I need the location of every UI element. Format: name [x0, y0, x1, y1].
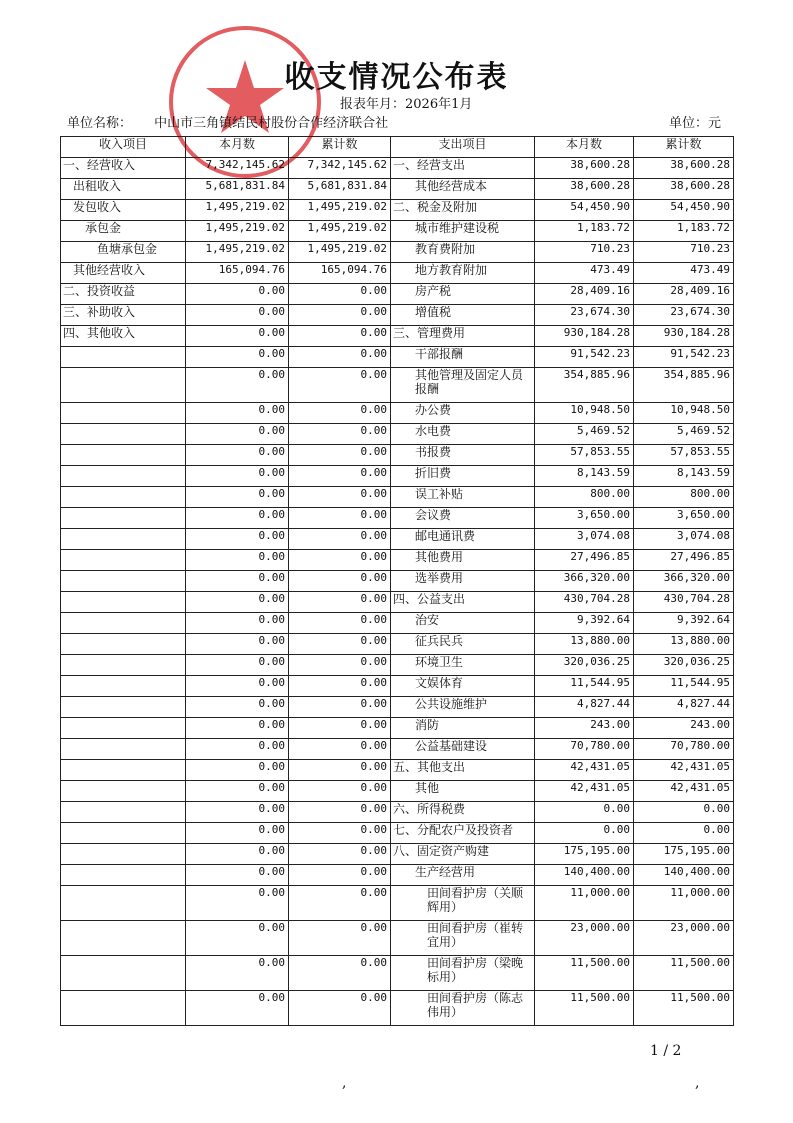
unit-name-label: 单位名称：	[67, 116, 133, 131]
expense-item-cell: 公益基础建设	[391, 739, 535, 760]
income-cum-cell: 0.00	[289, 697, 391, 718]
income-month-cell: 0.00	[186, 571, 289, 592]
income-item-cell	[61, 956, 186, 991]
income-item-cell	[61, 508, 186, 529]
expense-month-cell: 91,542.23	[535, 347, 634, 368]
income-cum-cell: 0.00	[289, 305, 391, 326]
income-cum-cell: 0.00	[289, 634, 391, 655]
expense-month-cell: 320,036.25	[535, 655, 634, 676]
table-row	[61, 676, 734, 697]
expense-cum-cell: 366,320.00	[634, 571, 734, 592]
income-item-cell: 鱼塘承包金	[61, 242, 186, 263]
table-row	[61, 760, 734, 781]
expense-month-cell: 38,600.28	[535, 158, 634, 179]
income-month-cell: 0.00	[186, 326, 289, 347]
expense-item-cell: 其他费用	[391, 550, 535, 571]
table-row	[61, 263, 734, 284]
expense-item-cell: 三、管理费用	[391, 326, 535, 347]
income-cum-cell: 0.00	[289, 424, 391, 445]
table-row	[61, 718, 734, 739]
income-cum-cell: 0.00	[289, 676, 391, 697]
income-cum-cell: 0.00	[289, 739, 391, 760]
income-month-cell: 0.00	[186, 781, 289, 802]
expense-cum-cell: 57,853.55	[634, 445, 734, 466]
income-month-cell: 0.00	[186, 529, 289, 550]
header-income-cum: 累计数	[289, 137, 391, 158]
income-cum-cell: 7,342,145.62	[289, 158, 391, 179]
income-item-cell	[61, 844, 186, 865]
table-body	[61, 158, 734, 1026]
table-row	[61, 326, 734, 347]
currency-label: 单位：元	[668, 116, 721, 131]
income-item-cell	[61, 676, 186, 697]
expense-cum-cell: 38,600.28	[634, 158, 734, 179]
income-item-cell	[61, 886, 186, 921]
income-item-cell: 四、其他收入	[61, 326, 186, 347]
expense-cum-cell: 473.49	[634, 263, 734, 284]
income-cum-cell: 1,495,219.02	[289, 242, 391, 263]
table-row	[61, 445, 734, 466]
expense-cum-cell: 320,036.25	[634, 655, 734, 676]
expense-month-cell: 5,469.52	[535, 424, 634, 445]
income-item-cell	[61, 571, 186, 592]
expense-month-cell: 57,853.55	[535, 445, 634, 466]
income-cum-cell: 0.00	[289, 718, 391, 739]
income-month-cell: 0.00	[186, 739, 289, 760]
expense-month-cell: 42,431.05	[535, 760, 634, 781]
income-item-cell	[61, 781, 186, 802]
table-row	[61, 739, 734, 760]
expense-cum-cell: 1,183.72	[634, 221, 734, 242]
expense-cum-cell: 70,780.00	[634, 739, 734, 760]
income-item-cell	[61, 368, 186, 403]
income-item-cell: 发包收入	[61, 200, 186, 221]
expense-cum-cell: 354,885.96	[634, 368, 734, 403]
expense-item-cell: 二、税金及附加	[391, 200, 535, 221]
scan-mark: ,	[342, 1075, 347, 1091]
expense-item-cell: 其他经营成本	[391, 179, 535, 200]
income-cum-cell: 0.00	[289, 886, 391, 921]
income-cum-cell: 0.00	[289, 844, 391, 865]
expense-item-cell: 其他	[391, 781, 535, 802]
income-month-cell: 0.00	[186, 921, 289, 956]
expense-item-cell: 生产经营用	[391, 865, 535, 886]
expense-month-cell: 175,195.00	[535, 844, 634, 865]
table-header-row	[61, 137, 734, 158]
expense-cum-cell: 11,000.00	[634, 886, 734, 921]
expense-item-cell: 八、固定资产购建	[391, 844, 535, 865]
expense-month-cell: 3,074.08	[535, 529, 634, 550]
income-month-cell: 0.00	[186, 802, 289, 823]
income-expense-table	[60, 136, 734, 1026]
expense-item-cell: 房产税	[391, 284, 535, 305]
income-item-cell	[61, 634, 186, 655]
table-row	[61, 347, 734, 368]
expense-item-cell: 教育费附加	[391, 242, 535, 263]
expense-cum-cell: 11,500.00	[634, 991, 734, 1026]
expense-month-cell: 11,544.95	[535, 676, 634, 697]
expense-cum-cell: 0.00	[634, 823, 734, 844]
income-cum-cell: 0.00	[289, 529, 391, 550]
income-item-cell	[61, 921, 186, 956]
expense-cum-cell: 23,674.30	[634, 305, 734, 326]
income-month-cell: 0.00	[186, 347, 289, 368]
expense-item-cell: 误工补贴	[391, 487, 535, 508]
expense-month-cell: 54,450.90	[535, 200, 634, 221]
expense-month-cell: 11,000.00	[535, 886, 634, 921]
expense-cum-cell: 4,827.44	[634, 697, 734, 718]
expense-month-cell: 11,500.00	[535, 956, 634, 991]
table-row	[61, 466, 734, 487]
income-item-cell	[61, 466, 186, 487]
unit-line	[67, 112, 721, 131]
report-title: 收支情况公布表	[284, 60, 509, 95]
expense-item-cell: 城市维护建设税	[391, 221, 535, 242]
expense-month-cell: 27,496.85	[535, 550, 634, 571]
unit-name-block	[67, 112, 388, 131]
expense-item-cell: 环境卫生	[391, 655, 535, 676]
expense-item-cell: 治安	[391, 613, 535, 634]
expense-cum-cell: 11,500.00	[634, 956, 734, 991]
expense-item-cell: 选举费用	[391, 571, 535, 592]
income-month-cell: 0.00	[186, 613, 289, 634]
expense-cum-cell: 243.00	[634, 718, 734, 739]
income-month-cell: 0.00	[186, 592, 289, 613]
scan-mark: ,	[695, 1075, 700, 1091]
income-month-cell: 0.00	[186, 991, 289, 1026]
income-item-cell	[61, 550, 186, 571]
expense-cum-cell: 23,000.00	[634, 921, 734, 956]
expense-item-cell: 增值税	[391, 305, 535, 326]
table-row	[61, 634, 734, 655]
expense-month-cell: 38,600.28	[535, 179, 634, 200]
income-item-cell	[61, 445, 186, 466]
expense-cum-cell: 27,496.85	[634, 550, 734, 571]
header-expense-cum: 累计数	[634, 137, 734, 158]
table-row	[61, 991, 734, 1026]
income-month-cell: 0.00	[186, 718, 289, 739]
expense-item-cell: 田间看护房（梁晚标用）	[391, 956, 535, 991]
income-cum-cell: 0.00	[289, 284, 391, 305]
income-month-cell: 0.00	[186, 634, 289, 655]
table-row	[61, 529, 734, 550]
expense-cum-cell: 42,431.05	[634, 781, 734, 802]
income-month-cell: 0.00	[186, 368, 289, 403]
expense-month-cell: 0.00	[535, 802, 634, 823]
expense-month-cell: 9,392.64	[535, 613, 634, 634]
page-number: 1 / 2	[650, 1043, 682, 1059]
income-item-cell	[61, 823, 186, 844]
table-row	[61, 487, 734, 508]
income-cum-cell: 0.00	[289, 571, 391, 592]
table-row	[61, 305, 734, 326]
expense-cum-cell: 3,074.08	[634, 529, 734, 550]
income-cum-cell: 0.00	[289, 508, 391, 529]
expense-item-cell: 消防	[391, 718, 535, 739]
income-cum-cell: 0.00	[289, 550, 391, 571]
expense-item-cell: 水电费	[391, 424, 535, 445]
expense-cum-cell: 0.00	[634, 802, 734, 823]
expense-item-cell: 一、经营支出	[391, 158, 535, 179]
expense-month-cell: 70,780.00	[535, 739, 634, 760]
table-row	[61, 571, 734, 592]
income-item-cell	[61, 802, 186, 823]
expense-cum-cell: 38,600.28	[634, 179, 734, 200]
income-month-cell: 0.00	[186, 487, 289, 508]
income-cum-cell: 0.00	[289, 613, 391, 634]
expense-cum-cell: 13,880.00	[634, 634, 734, 655]
income-item-cell	[61, 529, 186, 550]
income-cum-cell: 0.00	[289, 655, 391, 676]
expense-item-cell: 征兵民兵	[391, 634, 535, 655]
income-cum-cell: 0.00	[289, 760, 391, 781]
income-cum-cell: 0.00	[289, 403, 391, 424]
income-month-cell: 0.00	[186, 466, 289, 487]
expense-month-cell: 0.00	[535, 823, 634, 844]
expense-month-cell: 366,320.00	[535, 571, 634, 592]
expense-month-cell: 430,704.28	[535, 592, 634, 613]
expense-item-cell: 文娱体育	[391, 676, 535, 697]
expense-cum-cell: 430,704.28	[634, 592, 734, 613]
expense-month-cell: 1,183.72	[535, 221, 634, 242]
expense-item-cell: 五、其他支出	[391, 760, 535, 781]
expense-month-cell: 930,184.28	[535, 326, 634, 347]
expense-item-cell: 邮电通讯费	[391, 529, 535, 550]
expense-month-cell: 4,827.44	[535, 697, 634, 718]
income-month-cell: 1,495,219.02	[186, 221, 289, 242]
expense-cum-cell: 91,542.23	[634, 347, 734, 368]
income-month-cell: 7,342,145.62	[186, 158, 289, 179]
income-month-cell: 0.00	[186, 844, 289, 865]
expense-item-cell: 地方教育附加	[391, 263, 535, 284]
expense-month-cell: 23,000.00	[535, 921, 634, 956]
expense-month-cell: 3,650.00	[535, 508, 634, 529]
report-period: 报表年月：2026年1月	[340, 97, 473, 112]
table-row	[61, 921, 734, 956]
income-cum-cell: 0.00	[289, 991, 391, 1026]
expense-cum-cell: 5,469.52	[634, 424, 734, 445]
expense-cum-cell: 930,184.28	[634, 326, 734, 347]
expense-month-cell: 11,500.00	[535, 991, 634, 1026]
income-month-cell: 5,681,831.84	[186, 179, 289, 200]
income-cum-cell: 0.00	[289, 592, 391, 613]
table-row	[61, 200, 734, 221]
income-item-cell	[61, 697, 186, 718]
income-month-cell: 0.00	[186, 305, 289, 326]
expense-month-cell: 140,400.00	[535, 865, 634, 886]
expense-item-cell: 折旧费	[391, 466, 535, 487]
expense-month-cell: 13,880.00	[535, 634, 634, 655]
expense-month-cell: 710.23	[535, 242, 634, 263]
income-month-cell: 1,495,219.02	[186, 200, 289, 221]
expense-cum-cell: 42,431.05	[634, 760, 734, 781]
expense-item-cell: 干部报酬	[391, 347, 535, 368]
income-month-cell: 0.00	[186, 655, 289, 676]
income-item-cell	[61, 592, 186, 613]
income-item-cell	[61, 487, 186, 508]
income-cum-cell: 0.00	[289, 466, 391, 487]
table-row	[61, 592, 734, 613]
table-row	[61, 179, 734, 200]
income-month-cell: 165,094.76	[186, 263, 289, 284]
expense-month-cell: 473.49	[535, 263, 634, 284]
income-month-cell: 0.00	[186, 823, 289, 844]
income-cum-cell: 0.00	[289, 921, 391, 956]
income-month-cell: 0.00	[186, 956, 289, 991]
income-item-cell	[61, 718, 186, 739]
table-row	[61, 550, 734, 571]
table-row	[61, 844, 734, 865]
header-expense-item: 支出项目	[391, 137, 535, 158]
expense-month-cell: 10,948.50	[535, 403, 634, 424]
header-income-month: 本月数	[186, 137, 289, 158]
income-month-cell: 0.00	[186, 760, 289, 781]
income-item-cell: 一、经营收入	[61, 158, 186, 179]
income-month-cell: 0.00	[186, 550, 289, 571]
expense-item-cell: 办公费	[391, 403, 535, 424]
income-month-cell: 0.00	[186, 403, 289, 424]
income-month-cell: 0.00	[186, 445, 289, 466]
income-cum-cell: 0.00	[289, 368, 391, 403]
income-cum-cell: 0.00	[289, 802, 391, 823]
expense-item-cell: 七、分配农户及投资者	[391, 823, 535, 844]
income-item-cell	[61, 655, 186, 676]
table-row	[61, 242, 734, 263]
income-cum-cell: 165,094.76	[289, 263, 391, 284]
expense-item-cell: 四、公益支出	[391, 592, 535, 613]
expense-month-cell: 800.00	[535, 487, 634, 508]
table-row	[61, 655, 734, 676]
income-month-cell: 0.00	[186, 424, 289, 445]
income-item-cell	[61, 739, 186, 760]
table-row	[61, 368, 734, 403]
income-cum-cell: 1,495,219.02	[289, 200, 391, 221]
income-item-cell	[61, 347, 186, 368]
expense-item-cell: 书报费	[391, 445, 535, 466]
table-row	[61, 823, 734, 844]
income-item-cell	[61, 991, 186, 1026]
income-cum-cell: 0.00	[289, 326, 391, 347]
expense-cum-cell: 800.00	[634, 487, 734, 508]
income-item-cell: 三、补助收入	[61, 305, 186, 326]
expense-cum-cell: 710.23	[634, 242, 734, 263]
income-item-cell: 出租收入	[61, 179, 186, 200]
expense-cum-cell: 175,195.00	[634, 844, 734, 865]
income-month-cell: 0.00	[186, 886, 289, 921]
header-expense-month: 本月数	[535, 137, 634, 158]
table-row	[61, 886, 734, 921]
expense-item-cell: 公共设施维护	[391, 697, 535, 718]
table-row	[61, 221, 734, 242]
table-row	[61, 508, 734, 529]
expense-item-cell: 田间看护房（关顺辉用）	[391, 886, 535, 921]
expense-month-cell: 28,409.16	[535, 284, 634, 305]
income-cum-cell: 0.00	[289, 781, 391, 802]
income-month-cell: 0.00	[186, 697, 289, 718]
expense-month-cell: 23,674.30	[535, 305, 634, 326]
table-row	[61, 613, 734, 634]
table-row	[61, 403, 734, 424]
income-cum-cell: 0.00	[289, 487, 391, 508]
table-row	[61, 424, 734, 445]
expense-item-cell: 其他管理及固定人员报酬	[391, 368, 535, 403]
expense-month-cell: 243.00	[535, 718, 634, 739]
expense-cum-cell: 140,400.00	[634, 865, 734, 886]
income-month-cell: 0.00	[186, 508, 289, 529]
income-item-cell	[61, 613, 186, 634]
expense-cum-cell: 8,143.59	[634, 466, 734, 487]
income-item-cell: 二、投资收益	[61, 284, 186, 305]
expense-item-cell: 田间看护房（陈志伟用）	[391, 991, 535, 1026]
income-month-cell: 0.00	[186, 284, 289, 305]
income-cum-cell: 0.00	[289, 445, 391, 466]
income-month-cell: 0.00	[186, 865, 289, 886]
income-cum-cell: 5,681,831.84	[289, 179, 391, 200]
expense-cum-cell: 54,450.90	[634, 200, 734, 221]
expense-cum-cell: 11,544.95	[634, 676, 734, 697]
expense-cum-cell: 10,948.50	[634, 403, 734, 424]
expense-item-cell: 六、所得税费	[391, 802, 535, 823]
expense-item-cell: 会议费	[391, 508, 535, 529]
table-row	[61, 158, 734, 179]
income-month-cell: 0.00	[186, 676, 289, 697]
income-cum-cell: 0.00	[289, 956, 391, 991]
table-row	[61, 284, 734, 305]
table-row	[61, 956, 734, 991]
header-income-item: 收入项目	[61, 137, 186, 158]
income-month-cell: 1,495,219.02	[186, 242, 289, 263]
income-cum-cell: 0.00	[289, 347, 391, 368]
table-row	[61, 781, 734, 802]
income-item-cell	[61, 424, 186, 445]
expense-cum-cell: 3,650.00	[634, 508, 734, 529]
expense-cum-cell: 28,409.16	[634, 284, 734, 305]
income-item-cell	[61, 403, 186, 424]
income-cum-cell: 0.00	[289, 823, 391, 844]
expense-month-cell: 354,885.96	[535, 368, 634, 403]
income-cum-cell: 1,495,219.02	[289, 221, 391, 242]
table-row	[61, 697, 734, 718]
expense-month-cell: 42,431.05	[535, 781, 634, 802]
income-item-cell	[61, 865, 186, 886]
expense-cum-cell: 9,392.64	[634, 613, 734, 634]
unit-name: 中山市三角镇结民村股份合作经济联合社	[154, 116, 389, 131]
expense-item-cell: 田间看护房（崔转宜用）	[391, 921, 535, 956]
table-row	[61, 802, 734, 823]
income-cum-cell: 0.00	[289, 865, 391, 886]
expense-month-cell: 8,143.59	[535, 466, 634, 487]
income-item-cell: 承包金	[61, 221, 186, 242]
income-item-cell: 其他经营收入	[61, 263, 186, 284]
income-item-cell	[61, 760, 186, 781]
table-row	[61, 865, 734, 886]
